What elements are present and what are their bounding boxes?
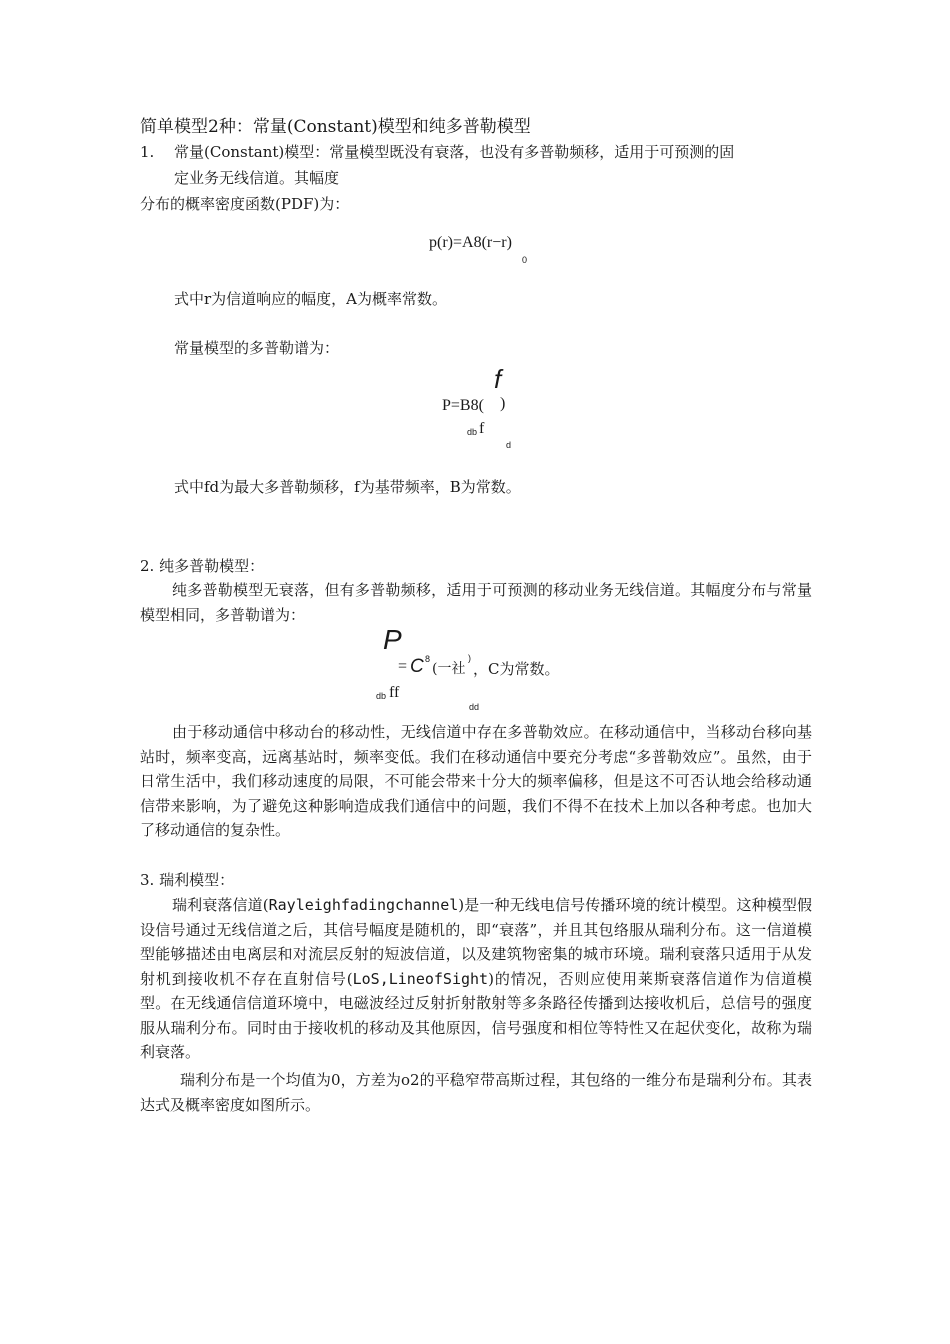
section3-term-rayleigh: Rayleighfadingchannel	[268, 896, 459, 914]
section3-p2-a: 瑞利分布是一个均值为	[180, 1071, 331, 1089]
formula3-P: P	[383, 624, 402, 655]
section3-term-los: LoS,LineofSight	[352, 969, 489, 988]
section1-desc1: 式中r为信道响应的幅度，A为概率常数。	[174, 290, 448, 308]
formula3-close: )	[468, 653, 471, 663]
section1-number: 1.	[140, 143, 155, 161]
section3-p2-e: 的平稳窄带高斯过程，其包络的一维分布是瑞利分布。其表达式及概率密度如图所示。	[140, 1071, 812, 1114]
section1-line2: 定业务无线信道。其幅度	[174, 169, 340, 187]
formula3-note: ，C为常数。	[473, 660, 560, 678]
section1-line1: 常量(Constant)模型：常量模型既没有衰落，也没有多普勒频移，适用于可预测的固	[174, 143, 735, 161]
section3-p2-b: 0	[330, 1071, 341, 1089]
section3-text-c: )是一种无线电信号传播环境的统计模型。这种模型假设信号通过无线信道之后，其信号幅度是随机的，即“衰落”，并且其包络服从瑞利分布。这一信道模型能够描述由电离层和对流层反射的短波信道，以及建筑物密集的城市环境。瑞利衰落只适用于从发射机到接收机不存在直射信号(	[140, 896, 812, 988]
formula2-paren: )	[500, 395, 506, 412]
formula3-equals: =	[398, 658, 408, 675]
page-title: 简单模型2种：常量(Constant)模型和纯多普勒模型	[140, 117, 531, 137]
formula2-f: f	[479, 420, 485, 437]
section3-text-e: )的情况，否则应使用莱斯衰落信道作为信道模型。在无线通信信道环境中，电磁波经过反射折射散射等多条路径传播到达接收机后，总信号的强度服从瑞利分布。同时由于接收机的移动及其他原因，信号强度和相位等特性又在起伏变化，故称为瑞利衰落。	[140, 969, 813, 1061]
formula3-paren: (一社	[432, 661, 466, 677]
formula-pdf-subscript: 0	[522, 255, 528, 265]
section2-paragraph2: 由于移动通信中移动台的移动性，无线信道中存在多普勒效应。在移动通信中，当移动台移向基站时，频率变高，远离基站时，频率变低。我们在移动通信中要充分考虑“多普勒效应”。虽然，由于日常生活中，我们移动速度的局限，不可能会带来十分大的频率偏移，但是这不可否认地会给移动通信带来影响，为了避免这种影响造成我们通信中的问题，我们不得不在技术上加以各种考虑。也加大了移动通信的复杂性。	[140, 723, 812, 839]
section3-p2-d: o2	[400, 1071, 420, 1089]
section2-paragraph: 纯多普勒模型无衰落，但有多普勒频移，适用于可预测的移动业务无线信道。其幅度分布与常量模型相同，多普勒谱为：	[140, 581, 812, 624]
section1-line3: 分布的概率密度函数(PDF)为：	[140, 195, 350, 213]
section3-p2-c: ，方差为	[340, 1071, 401, 1089]
formula3-sub-db: db	[376, 691, 387, 701]
formula2-main: P=B8(	[442, 397, 484, 414]
formula2-sub-d: d	[506, 440, 512, 450]
section1-desc2: 式中fd为最大多普勒频移，f为基带频率，B为常数。	[174, 478, 521, 496]
formula2-sub-db: db	[467, 427, 478, 437]
formula2-f-top: f	[494, 364, 502, 394]
formula3-sub-dd: dd	[469, 702, 480, 712]
formula3-C: C	[410, 656, 424, 677]
section1-spectrum-intro: 常量模型的多普勒谱为：	[174, 339, 340, 357]
section3-paragraph	[140, 893, 812, 1065]
formula-pdf: p(r)=A8(r−r)	[429, 234, 512, 251]
formula3-ff: ff	[389, 684, 400, 701]
section3-paragraph2	[140, 1068, 812, 1117]
section2-heading: 2. 纯多普勒模型：	[140, 557, 265, 575]
section3-text-a: 瑞利衰落信道(	[172, 896, 269, 914]
section3-heading: 3. 瑞利模型：	[140, 871, 235, 889]
formula3-superscript: 8	[425, 654, 431, 664]
